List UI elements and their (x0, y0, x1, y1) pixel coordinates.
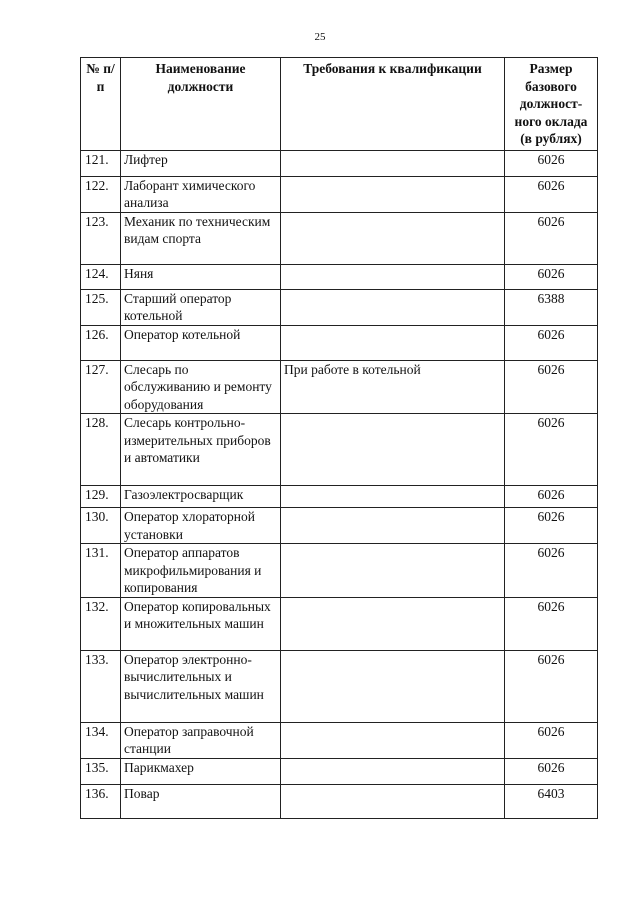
table-row (81, 650, 598, 722)
table-row (81, 264, 598, 289)
qualification-requirements (281, 414, 505, 486)
qualification-requirements (281, 289, 505, 325)
base-salary: 6026 (505, 414, 598, 486)
page-number: 25 (314, 31, 326, 43)
header-requirements: Требования к квалификации (281, 58, 505, 151)
qualification-requirements: При работе в котельной (281, 360, 505, 414)
qualification-requirements (281, 722, 505, 758)
qualification-requirements (281, 325, 505, 360)
base-salary: 6026 (505, 325, 598, 360)
table-row (81, 544, 598, 598)
base-salary: 6026 (505, 176, 598, 212)
position-name: Оператор котельной (121, 325, 281, 360)
row-number: 136. (81, 784, 121, 818)
qualification-requirements (281, 597, 505, 650)
row-number: 131. (81, 544, 121, 598)
table-body (81, 150, 598, 818)
base-salary: 6026 (505, 264, 598, 289)
position-name: Лифтер (121, 150, 281, 176)
row-number: 123. (81, 212, 121, 264)
position-name: Слесарь контрольно-измерительных приборов и автоматики (121, 414, 281, 486)
table-row (81, 176, 598, 212)
table-row (81, 325, 598, 360)
row-number: 128. (81, 414, 121, 486)
base-salary: 6026 (505, 150, 598, 176)
row-number: 129. (81, 486, 121, 508)
position-name: Оператор копировальных и множительных машин (121, 597, 281, 650)
base-salary: 6026 (505, 722, 598, 758)
table-row (81, 212, 598, 264)
table-row (81, 414, 598, 486)
table-row (81, 722, 598, 758)
qualification-requirements (281, 508, 505, 544)
qualification-requirements (281, 150, 505, 176)
table-row (81, 150, 598, 176)
qualification-requirements (281, 176, 505, 212)
base-salary: 6026 (505, 486, 598, 508)
table-row (81, 289, 598, 325)
position-name: Оператор аппаратов микрофильмирования и копирования (121, 544, 281, 598)
position-name: Газоэлектросварщик (121, 486, 281, 508)
row-number: 125. (81, 289, 121, 325)
position-name: Няня (121, 264, 281, 289)
base-salary: 6026 (505, 360, 598, 414)
row-number: 127. (81, 360, 121, 414)
table-row (81, 508, 598, 544)
base-salary: 6388 (505, 289, 598, 325)
position-name: Лаборант химического анализа (121, 176, 281, 212)
row-number: 133. (81, 650, 121, 722)
position-name: Старший оператор котельной (121, 289, 281, 325)
qualification-requirements (281, 212, 505, 264)
position-name: Парикмахер (121, 758, 281, 784)
row-number: 126. (81, 325, 121, 360)
qualification-requirements (281, 758, 505, 784)
row-number: 122. (81, 176, 121, 212)
position-name: Оператор заправочной станции (121, 722, 281, 758)
position-name: Слесарь по обслуживанию и ремонту оборудования (121, 360, 281, 414)
table-row (81, 360, 598, 414)
qualification-requirements (281, 486, 505, 508)
base-salary: 6026 (505, 758, 598, 784)
row-number: 134. (81, 722, 121, 758)
position-name: Механик по техническим видам спорта (121, 212, 281, 264)
base-salary: 6403 (505, 784, 598, 818)
table-row (81, 597, 598, 650)
base-salary: 6026 (505, 650, 598, 722)
table-row (81, 486, 598, 508)
qualification-requirements (281, 264, 505, 289)
position-name: Повар (121, 784, 281, 818)
base-salary: 6026 (505, 508, 598, 544)
position-name: Оператор хлораторной установки (121, 508, 281, 544)
header-position-name: Наименование должности (121, 58, 281, 151)
header-salary: Размер базового должност-ного оклада (в рублях) (505, 58, 598, 151)
qualification-requirements (281, 544, 505, 598)
qualification-requirements (281, 650, 505, 722)
header-num: № п/п (81, 58, 121, 151)
row-number: 135. (81, 758, 121, 784)
row-number: 130. (81, 508, 121, 544)
row-number: 121. (81, 150, 121, 176)
base-salary: 6026 (505, 212, 598, 264)
row-number: 124. (81, 264, 121, 289)
row-number: 132. (81, 597, 121, 650)
positions-table (80, 57, 598, 819)
table-row (81, 758, 598, 784)
position-name: Оператор электронно-вычислительных и вычислительных машин (121, 650, 281, 722)
base-salary: 6026 (505, 597, 598, 650)
qualification-requirements (281, 784, 505, 818)
table-row (81, 784, 598, 818)
table-header-row (81, 58, 598, 151)
base-salary: 6026 (505, 544, 598, 598)
